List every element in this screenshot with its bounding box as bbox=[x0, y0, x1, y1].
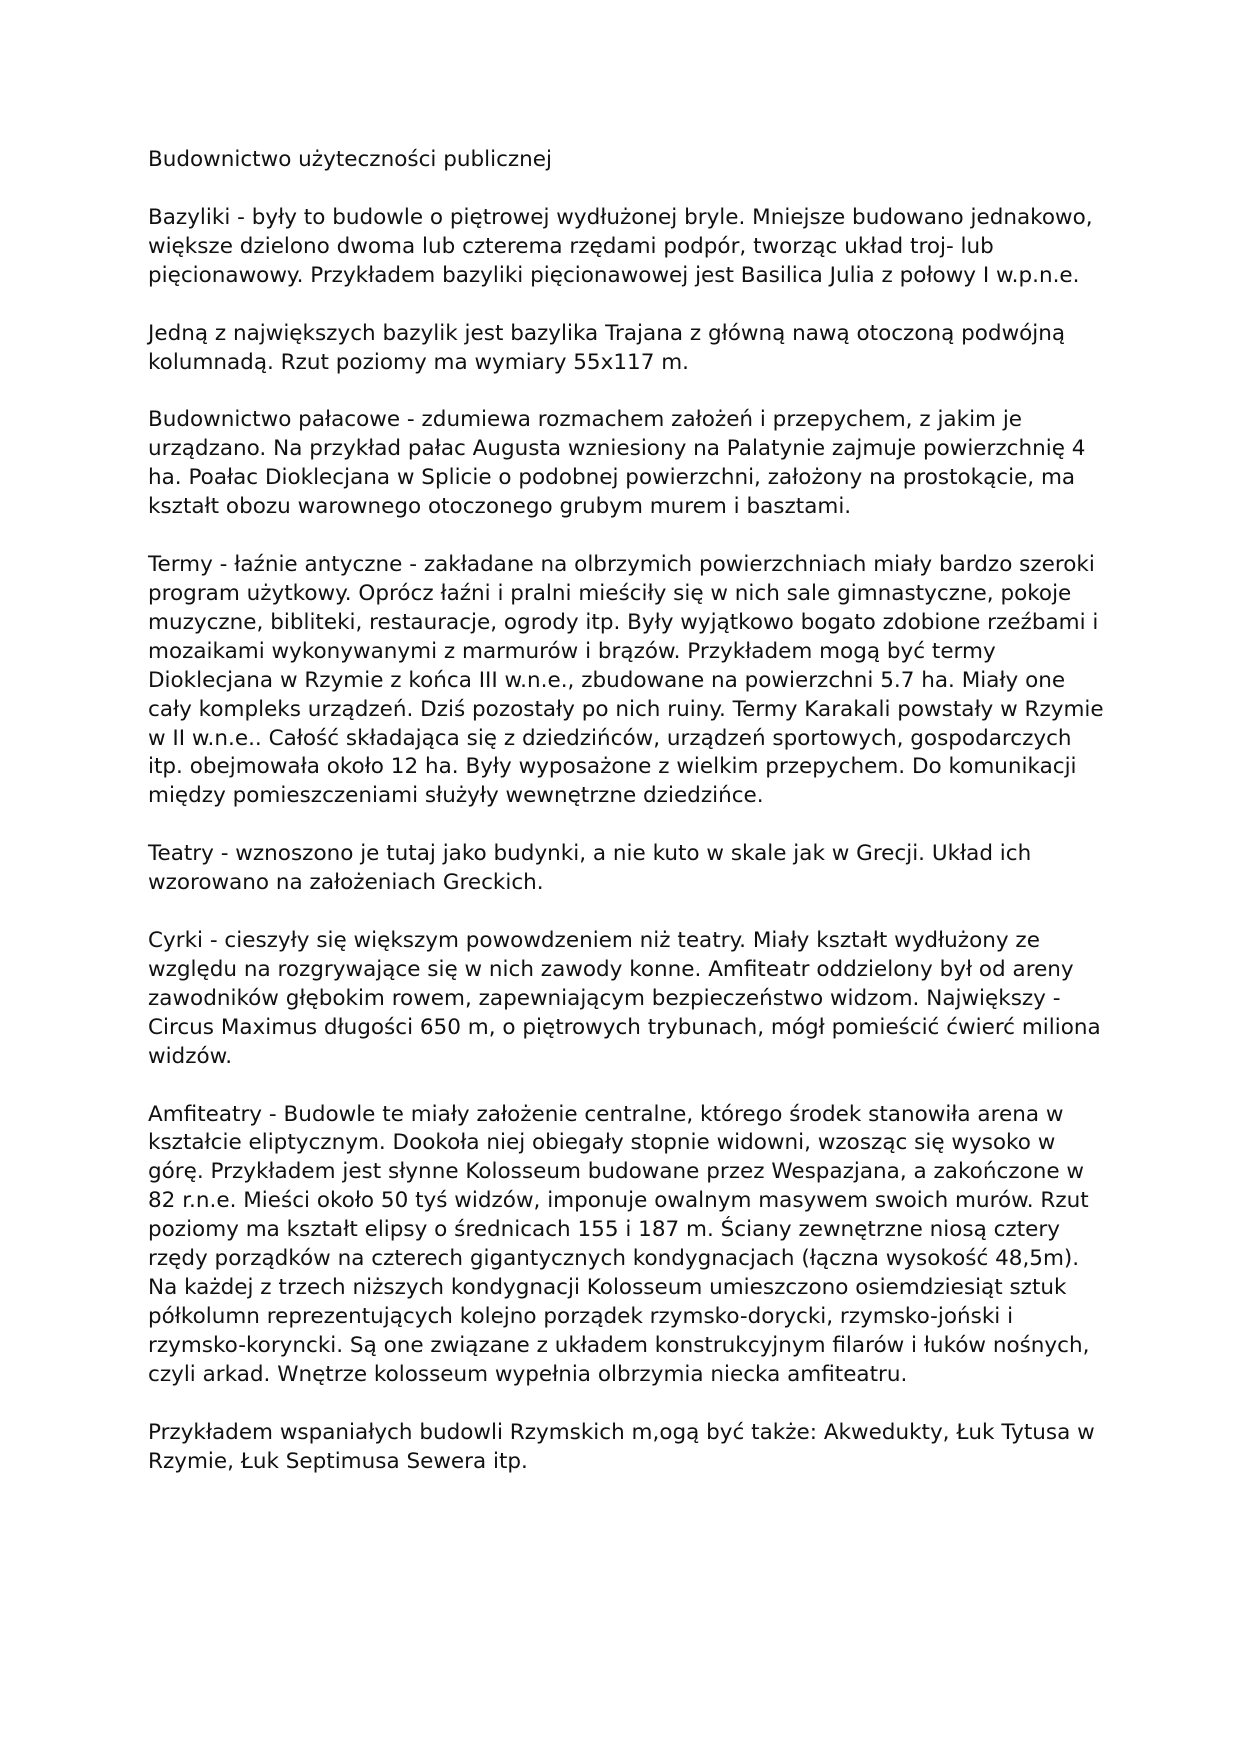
paragraph-budownictwo-palacowe: Budownictwo pałacowe - zdumiewa rozmachem założeń i przepychem, z jakim je urządzano. Na przykład pałac Augusta wzniesiony na Palatynie zajmuje powierzchnię 4 ha. Poałac Dioklecjana w Splicie o podobnej powierzchni, założony na prostokącie, ma kształt obozu warownego otoczonego grubym murem i basztami. bbox=[148, 407, 1086, 520]
paragraph-teatry: Teatry - wznoszono je tutaj jako budynki, a nie kuto w skale jak w Grecji. Układ ich wzorowano na założeniach Greckich. bbox=[148, 841, 1032, 896]
document-body bbox=[148, 146, 1108, 1505]
paragraph-amfiteatry: Amfiteatry - Budowle te miały założenie centralne, którego środek stanowiła arena w kształcie eliptycznym. Dookoła niej obiegały stopnie widowni, wzosząc się wysoko w górę. Przykładem jest słynne Kolosseum budowane przez Wespazjana, a zakończone w 82 r.n.e. Mieści około 50 tyś widzów, imponuje owalnym masywem swoich murów. Rzut poziomy ma kształt elipsy o średnicach 155 i 187 m. Ściany zewnętrzne niosą cztery rzędy porządków na czterech gigantycznych kondygnacjach (łączna wysokość 48,5m). Na każdej z trzech niższych kondygnacji Kolosseum umieszczono osiemdziesiąt sztuk półkolumn reprezentujących kolejno porządek rzymsko-dorycki, rzymsko-joński i rzymsko-koryncki. Są one związane z układem konstrukcyjnym filarów i łuków nośnych, czyli arkad. Wnętrze kolosseum wypełnia olbrzymia niecka amfiteatru. bbox=[148, 1101, 1090, 1387]
document-title: Budownictwo użyteczności publicznej bbox=[148, 147, 552, 172]
paragraph-cyrki: Cyrki - cieszyły się większym powowdzeniem niż teatry. Miały kształt wydłużony ze względu na rozgrywające się w nich zawody konne. Amfiteatr oddzielony był od areny zawodników głębokim rowem, zapewniającym bezpieczeństwo widzom. Największy - Circus Maximus długości 650 m, o piętrowych trybunach, mógł pomieścić ćwierć miliona widzów. bbox=[148, 928, 1101, 1069]
paragraph-bazyliki: Bazyliki - były to budowle o piętrowej wydłużonej bryle. Mniejsze budowano jednakowo, większe dzielono dwoma lub czterema rzędami podpór, tworząc układ troj- lub pięcionawowy. Przykładem bazyliki pięcionawowej jest Basilica Julia z połowy I w.p.n.e. bbox=[148, 204, 1093, 288]
paragraph-przyklady: Przykładem wspaniałych budowli Rzymskich m,ogą być także: Akwedukty, Łuk Tytusa w Rzymie, Łuk Septimusa Sewera itp. bbox=[148, 1419, 1095, 1474]
paragraph-termy: Termy - łaźnie antyczne - zakładane na olbrzymich powierzchniach miały bardzo szeroki program użytkowy. Oprócz łaźni i pralni mieściły się w nich sale gimnastyczne, pokoje muzyczne, bibliteki, restauracje, ogrody itp. Były wyjątkowo bogato zdobione rzeźbami i mozaikami wykonywanymi z marmurów i brązów. Przykładem mogą być termy Dioklecjana w Rzymie z końca III w.n.e., zbudowane na powierzchni 5.7 ha. Miały one cały kompleks urządzeń. Dziś pozostały po nich ruiny. Termy Karakali powstały w Rzymie w II w.n.e.. Całość składająca się z dziedzińców, urządzeń sportowych, gospodarczych itp. obejmowała około 12 ha. Były wyposażone z wielkim przepychem. Do komunikacji między pomieszczeniami służyły wewnętrzne dziedzińce. bbox=[148, 552, 1104, 809]
paragraph-bazylika-trajana: Jedną z największych bazylik jest bazylika Trajana z główną nawą otoczoną podwójną kolumnadą. Rzut poziomy ma wymiary 55x117 m. bbox=[148, 320, 1066, 375]
